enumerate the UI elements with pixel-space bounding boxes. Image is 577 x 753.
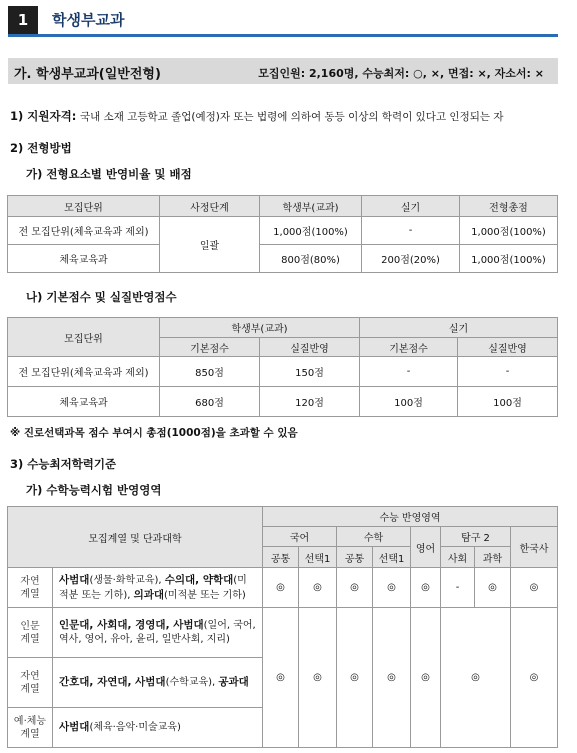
mark-cell: ◎ [299, 568, 337, 608]
th-unit: 모집단위 [8, 196, 160, 217]
table-row [8, 568, 558, 608]
th-csat-area: 수능 반영영역 [263, 507, 558, 527]
table-row [8, 608, 558, 658]
table-row [8, 245, 558, 273]
mark-cell: ◎ [511, 568, 558, 608]
th-common: 공통 [263, 547, 299, 568]
cell-record: 800점(80%) [260, 245, 362, 273]
mark-cell: ◎ [475, 568, 511, 608]
cell-total: 1,000점(100%) [460, 245, 558, 273]
cell-value: 120점 [260, 387, 360, 417]
eligibility-label: 1) 지원자격: [10, 109, 77, 123]
table-row [8, 217, 558, 245]
th-social: 사회 [441, 547, 475, 568]
cell-practical: 200점(20%) [362, 245, 460, 273]
cell-colleges: 간호대, 자연대, 사범대(수학교육), 공과대 [53, 658, 263, 708]
cell-group: 자연 계열 [8, 568, 53, 608]
th-group-unit: 모집계열 및 단과대학 [8, 507, 263, 568]
note-text: ※ 진로선택과목 점수 부여시 총점(1000점)을 초과할 수 있음 [10, 427, 298, 439]
mark-cell: ◎ [337, 568, 373, 608]
section3-title: 3) 수능최저학력기준 [10, 457, 117, 471]
mark-cell: ◎ [511, 608, 558, 748]
section-title: 학생부교과 [52, 11, 125, 29]
th-base-score: 기본점수 [360, 338, 458, 357]
th-actual-score: 실질반영 [260, 338, 360, 357]
th-unit: 모집단위 [8, 318, 160, 357]
mark-cell: ◎ [263, 608, 299, 748]
cell-colleges: 사범대(생물·화학교육), 수의대, 약학대(미 적분 또는 기하), 의과대(미적분 또는 기하) [53, 568, 263, 608]
mark-cell: ◎ [373, 608, 411, 748]
th-inquiry: 탐구 2 [441, 527, 511, 547]
cell-total: 1,000점(100%) [460, 217, 558, 245]
section-header [8, 6, 556, 34]
mark-cell: ◎ [337, 608, 373, 748]
cell-value: 100점 [360, 387, 458, 417]
mark-cell: ◎ [411, 608, 441, 748]
th-science: 과학 [475, 547, 511, 568]
th-actual-score: 실질반영 [458, 338, 558, 357]
section2-sub-a: 가) 전형요소별 반영비율 및 배점 [26, 167, 192, 181]
th-history: 한국사 [511, 527, 558, 568]
dash-cell: - [441, 568, 475, 608]
mark-cell: ◎ [441, 608, 511, 748]
table-row [8, 387, 558, 417]
mark-cell: ◎ [299, 608, 337, 748]
csat-area-table [7, 506, 558, 748]
cell-colleges: 사범대(체육·음악·미술교육) [53, 708, 263, 748]
cell-group: 예·체능 계열 [8, 708, 53, 748]
cell-unit: 체육교육과 [8, 387, 160, 417]
section3-sub-a: 가) 수학능력시험 반영영역 [26, 483, 162, 497]
cell-value: - [458, 357, 558, 387]
th-total: 전형총점 [460, 196, 558, 217]
th-practical: 실기 [362, 196, 460, 217]
cell-value: 150점 [260, 357, 360, 387]
cell-value: 850점 [160, 357, 260, 387]
th-elective1: 선택1 [299, 547, 337, 568]
score-ratio-table [7, 195, 558, 273]
th-common: 공통 [337, 547, 373, 568]
mark-cell: ◎ [373, 568, 411, 608]
section-number: 1 [8, 6, 38, 34]
cell-value: - [360, 357, 458, 387]
cell-unit: 체육교육과 [8, 245, 160, 273]
cell-value: 680점 [160, 387, 260, 417]
cell-colleges: 인문대, 사회대, 경영대, 사범대(일어, 국어, 역사, 영어, 유아, 윤리, 일반사회, 지리) [53, 608, 263, 658]
th-record-group: 학생부(교과) [160, 318, 360, 338]
section2-sub-b: 나) 기본점수 및 실질반영점수 [26, 290, 177, 304]
th-english: 영어 [411, 527, 441, 568]
th-elective1: 선택1 [373, 547, 411, 568]
cell-unit: 전 모집단위(체육교육과 제외) [8, 217, 160, 245]
header-divider [8, 34, 558, 37]
cell-value: 100점 [458, 387, 558, 417]
th-stage: 사정단계 [160, 196, 260, 217]
cell-group: 인문 계열 [8, 608, 53, 658]
section2-title: 2) 전형방법 [10, 141, 72, 155]
eligibility-text: 국내 소재 고등학교 졸업(예정)자 또는 법령에 의하여 동등 이상의 학력이 있다고 인정되는 자 [79, 111, 504, 123]
cell-group: 자연 계열 [8, 658, 53, 708]
mark-cell: ◎ [411, 568, 441, 608]
cell-record: 1,000점(100%) [260, 217, 362, 245]
th-math: 수학 [337, 527, 411, 547]
subheader-title: 가. 학생부교과(일반전형) [14, 67, 161, 82]
th-record: 학생부(교과) [260, 196, 362, 217]
th-practical-group: 실기 [360, 318, 558, 338]
base-score-table [7, 317, 558, 417]
cell-unit: 전 모집단위(체육교육과 제외) [8, 357, 160, 387]
subheader-info: 모집인원: 2,160명, 수능최저: ○, ×, 면접: ×, 자소서: × [258, 67, 544, 80]
cell-stage: 일괄 [160, 217, 260, 273]
th-base-score: 기본점수 [160, 338, 260, 357]
table-row [8, 357, 558, 387]
eligibility-line [10, 108, 504, 124]
mark-cell: ◎ [263, 568, 299, 608]
th-korean: 국어 [263, 527, 337, 547]
subheader-bar [8, 58, 558, 84]
cell-practical: - [362, 217, 460, 245]
